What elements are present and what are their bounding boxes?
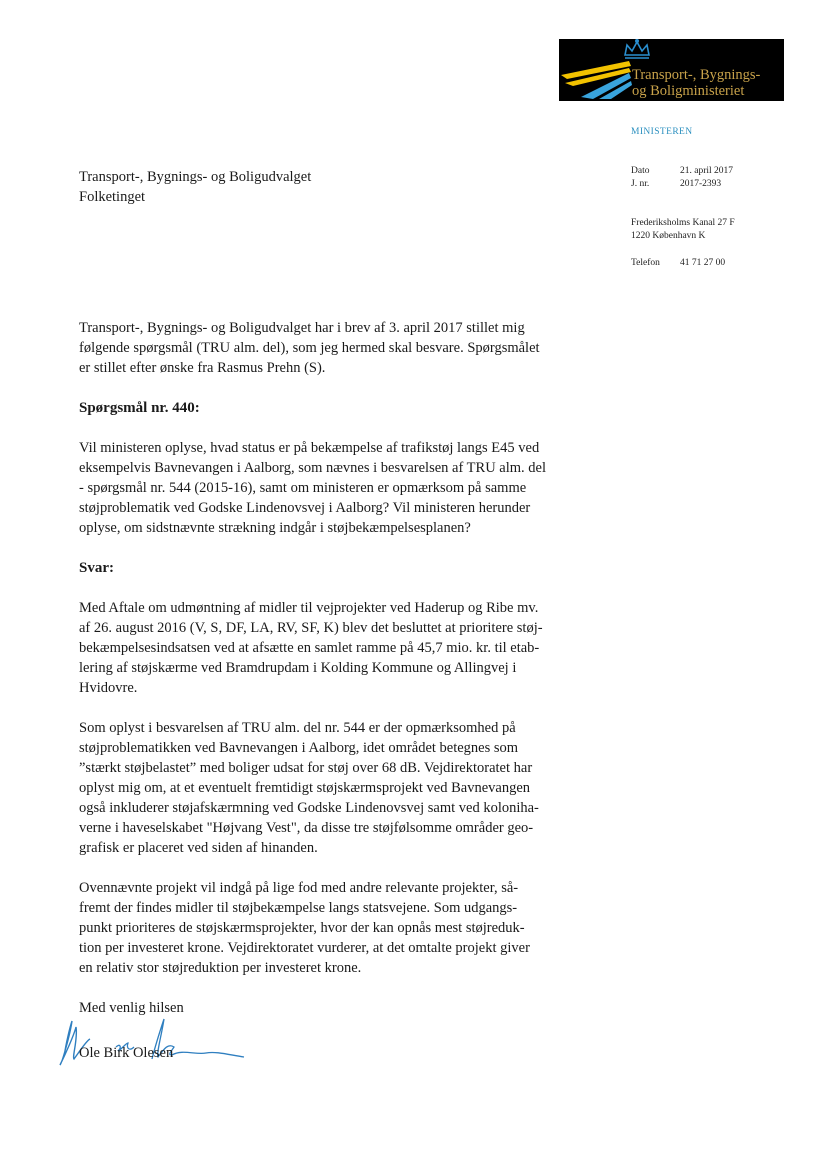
- crown-icon: [625, 40, 649, 58]
- closing: Med venlig hilsen: [79, 1000, 184, 1016]
- recipient-line1: Transport-, Bygnings- og Boligudvalget: [79, 169, 312, 185]
- letter-body: [79, 318, 599, 1038]
- question-paragraph: Vil ministeren oplyse, hvad status er på bekæmpelse af trafikstøj langs E45 ved eksempelvis Bavnevangen i Aalborg, som nævnes i besvarelsen af TRU alm. del - spørgsmål nr. 544 (2015-16), samt om ministeren er opmærksom på samme støjproblematik ved Godske Lindenovsvej i Aalborg? Vil ministeren herunder oplyse, om sidstnævnte strækning indgår i støjbekæmpelsesplanen?: [79, 440, 546, 536]
- answer-paragraph-3: Ovennævnte projekt vil indgå på lige fod med andre relevante projekter, så- fremt der findes midler til støjbekæmpelse langs statsvejene. Som udgangs- punkt prioriteres de støjskærmsprojekter, hvor der kan opnås mest støjreduk- tion per investeret krone. Vejdirektoratet vurderer, at det omtalte projekt giver en relativ stor støjreduktion per investeret krone.: [79, 880, 530, 976]
- answer-paragraph-2: Som oplyst i besvarelsen af TRU alm. del nr. 544 er der opmærksomhed på støjproblematikken ved Bavnevangen i Aalborg, idet området betegnes som ”stærkt støjbelastet” med boliger udsat for støj over 68 dB. Vejdirektoratet har oplyst mig om, at et eventuelt fremtidigt støjskærmsprojekt ved Bavnevangen også inkluderer støjafskærmning ved Godske Lindenovsvej samt ved koloniha- verne i haveselskabet "Højvang Vest", da disse tre støjfølsomme områder geo- grafisk er placeret ved siden af hinanden.: [79, 720, 539, 856]
- logo-text-line2: og Boligministeriet: [632, 83, 745, 99]
- phone-label: Telefon: [631, 258, 660, 268]
- phone-row: [631, 258, 725, 268]
- answer-heading: Svar:: [79, 560, 114, 576]
- answer-paragraph-1: Med Aftale om udmøntning af midler til vejprojekter ved Haderup og Ribe mv. af 26. august 2016 (V, S, DF, LA, RV, SF, K) blev det besluttet at prioritere støj- bekæmpelsesindsatsen ved at afsætte en samlet ramme på 45,7 mio. kr. til etab- lering af støjskærme ved Bramdrupdam i Kolding Kommune og Allingvej i Hvidovre.: [79, 600, 543, 696]
- phone-value: 41 71 27 00: [680, 258, 726, 268]
- handwritten-signature: [56, 1013, 256, 1073]
- intro-paragraph: Transport-, Bygnings- og Boligudvalget har i brev af 3. april 2017 stillet mig følgende spørgsmål (TRU alm. del), som jeg hermed skal besvare. Spørgsmålet er stillet efter ønske fra Rasmus Prehn (S).: [79, 320, 540, 376]
- address-line2: 1220 København K: [631, 231, 706, 241]
- jnr-value: 2017-2393: [680, 179, 722, 189]
- logo-text-line1: Transport-, Bygnings-: [632, 67, 761, 83]
- address-line1: Frederiksholms Kanal 27 F: [631, 218, 735, 228]
- date-value: 21. april 2017: [680, 166, 734, 176]
- date-row: [631, 166, 733, 176]
- signatory-name: Ole Birk Olesen: [79, 1045, 174, 1061]
- recipient-line2: Folketinget: [79, 189, 146, 205]
- ministry-logo: [559, 39, 784, 101]
- date-label: Dato: [631, 166, 650, 176]
- question-heading: Spørgsmål nr. 440:: [79, 400, 200, 416]
- jnr-row: [631, 179, 721, 189]
- jnr-label: J. nr.: [631, 179, 650, 189]
- recipient-block: [79, 167, 311, 207]
- sender-role: MINISTEREN: [631, 127, 693, 137]
